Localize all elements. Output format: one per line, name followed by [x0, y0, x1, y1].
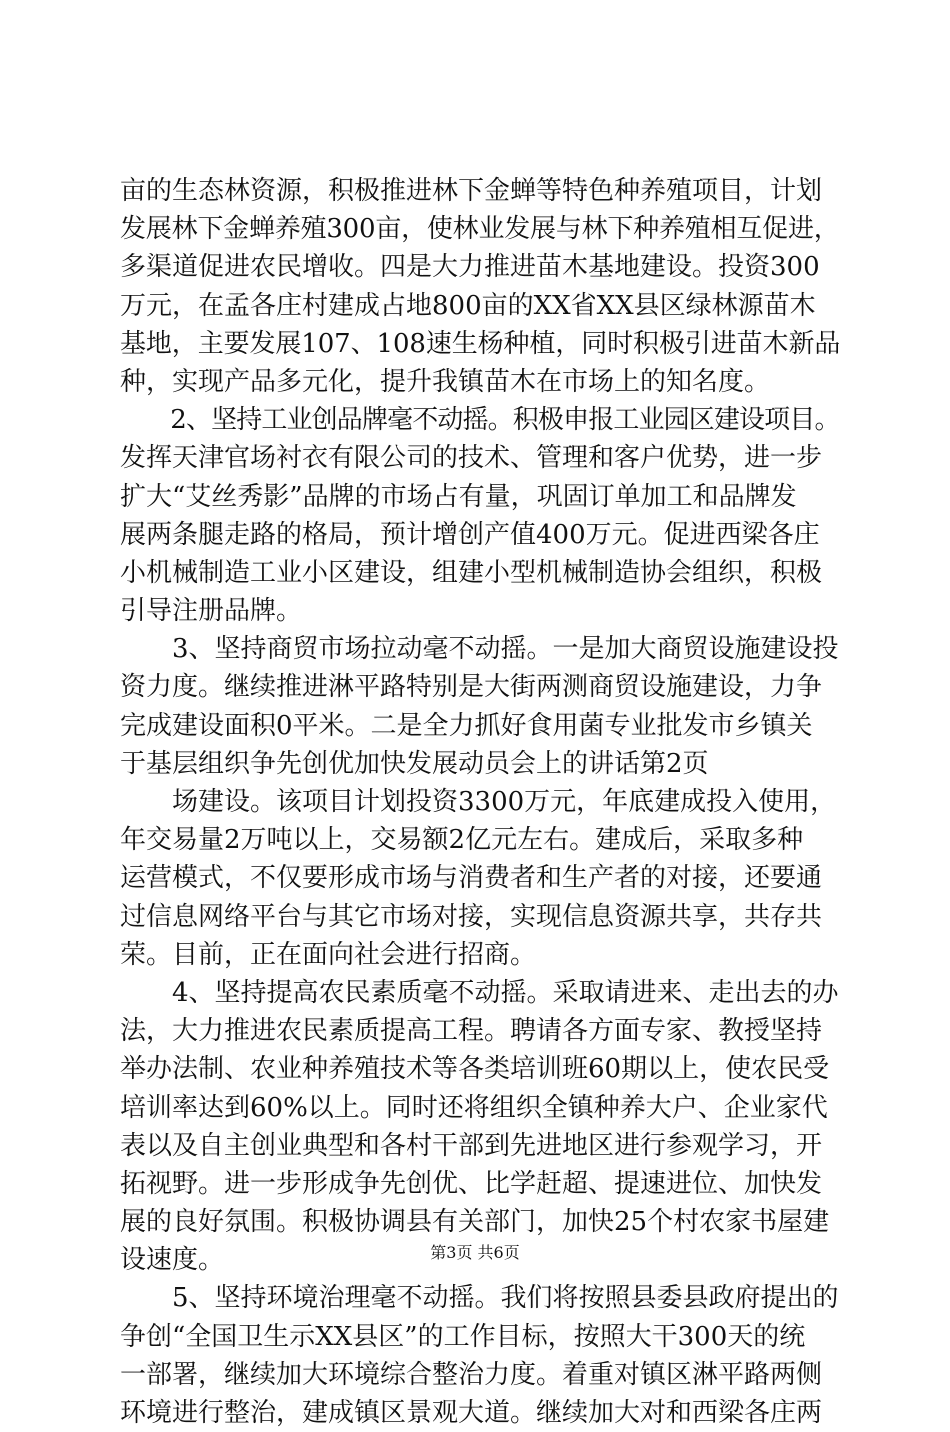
text-line: 5、坚持环境治理毫不动摇。我们将按照县委县政府提出的: [120, 1283, 839, 1314]
text-line: 亩的生态林资源，积极推进林下金蝉等特色种养殖项目，计划: [120, 176, 823, 206]
text-line: 过信息网络平台与其它市场对接，实现信息资源共享，共存共: [120, 901, 823, 932]
text-line: 环境进行整治，建成镇区景观大道。继续加大对和西梁各庄两: [120, 1398, 823, 1428]
text-line: 引导注册品牌。: [120, 596, 303, 627]
text-line: 资力度。继续推进淋平路特别是大街两测商贸设施建设，力争: [120, 672, 823, 703]
text-line: 发挥天津官场衬衣有限公司的技术、管理和客户优势，进一步: [120, 443, 823, 474]
text-line: 多渠道促进农民增收。四是大力推进苗木基地建设。投资300: [120, 252, 820, 283]
text-line: 3、坚持商贸市场拉动毫不动摇。一是加大商贸设施建设投: [120, 634, 839, 665]
text-line: 展的良好氛围。积极协调县有关部门，加快25个村农家书屋建: [120, 1207, 830, 1238]
text-line: 小机械制造工业小区建设，组建小型机械制造协会组织，积极: [120, 557, 823, 588]
text-line: 法，大力推进农民素质提高工程。聘请各方面专家、教授坚持: [120, 1016, 823, 1047]
text-line: 年交易量2万吨以上，交易额2亿元左右。建成后，采取多种: [120, 825, 804, 856]
text-line: 争创“全国卫生示XX县区”的工作目标，按照大干300天的统: [120, 1321, 806, 1352]
text-line: 荣。目前，正在面向社会进行招商。: [120, 939, 537, 970]
text-line: 4、坚持提高农民素质毫不动摇。采取请进来、走出去的办: [120, 977, 839, 1008]
text-line: 场建设。该项目计划投资3300万元，年底建成投入使用，: [120, 787, 837, 817]
text-line: 万元，在孟各庄村建成占地800亩的XX省XX县区绿林源苗木: [120, 290, 816, 321]
text-line: 展两条腿走路的格局，预计增创产值400万元。促进西梁各庄: [120, 519, 820, 550]
text-line: 设速度。: [120, 1245, 225, 1276]
text-line: 拓视野。进一步形成争先创优、比学赶超、提速进位、加快发: [120, 1168, 823, 1199]
text-line: 运营模式，不仅要形成市场与消费者和生产者的对接，还要通: [120, 863, 823, 894]
text-line: 表以及自主创业典型和各村干部到先进地区进行参观学习，开: [120, 1130, 823, 1161]
text-line: 基地，主要发展107、108速生杨种植，同时积极引进苗木新品: [120, 328, 841, 359]
text-line: 一部署，继续加大环境综合整治力度。着重对镇区淋平路两侧: [120, 1359, 823, 1390]
text-line: 于基层组织争先创优加快发展动员会上的讲话第2页: [120, 748, 709, 779]
text-line: 2、坚持工业创品牌毫不动摇。积极申报工业园区建设项目。: [120, 405, 840, 436]
text-line: 种，实现产品多元化，提升我镇苗木在市场上的知名度。: [120, 366, 771, 397]
text-line: 发展林下金蝉养殖300亩，使林业发展与林下种养殖相互促进，: [120, 214, 840, 245]
text-line: 扩大“艾丝秀影”品牌的市场占有量，巩固订单加工和品牌发: [120, 481, 797, 512]
page-footer: 第3页 共6页: [430, 1243, 520, 1262]
text-line: 完成建设面积0平米。二是全力抓好食用菌专业批发市乡镇关: [120, 710, 813, 741]
text-line: 举办法制、农业种养殖技术等各类培训班60期以上，使农民受: [120, 1054, 830, 1085]
text-line: 培训率达到60%以上。同时还将组织全镇种养大户、企业家代: [120, 1092, 828, 1123]
